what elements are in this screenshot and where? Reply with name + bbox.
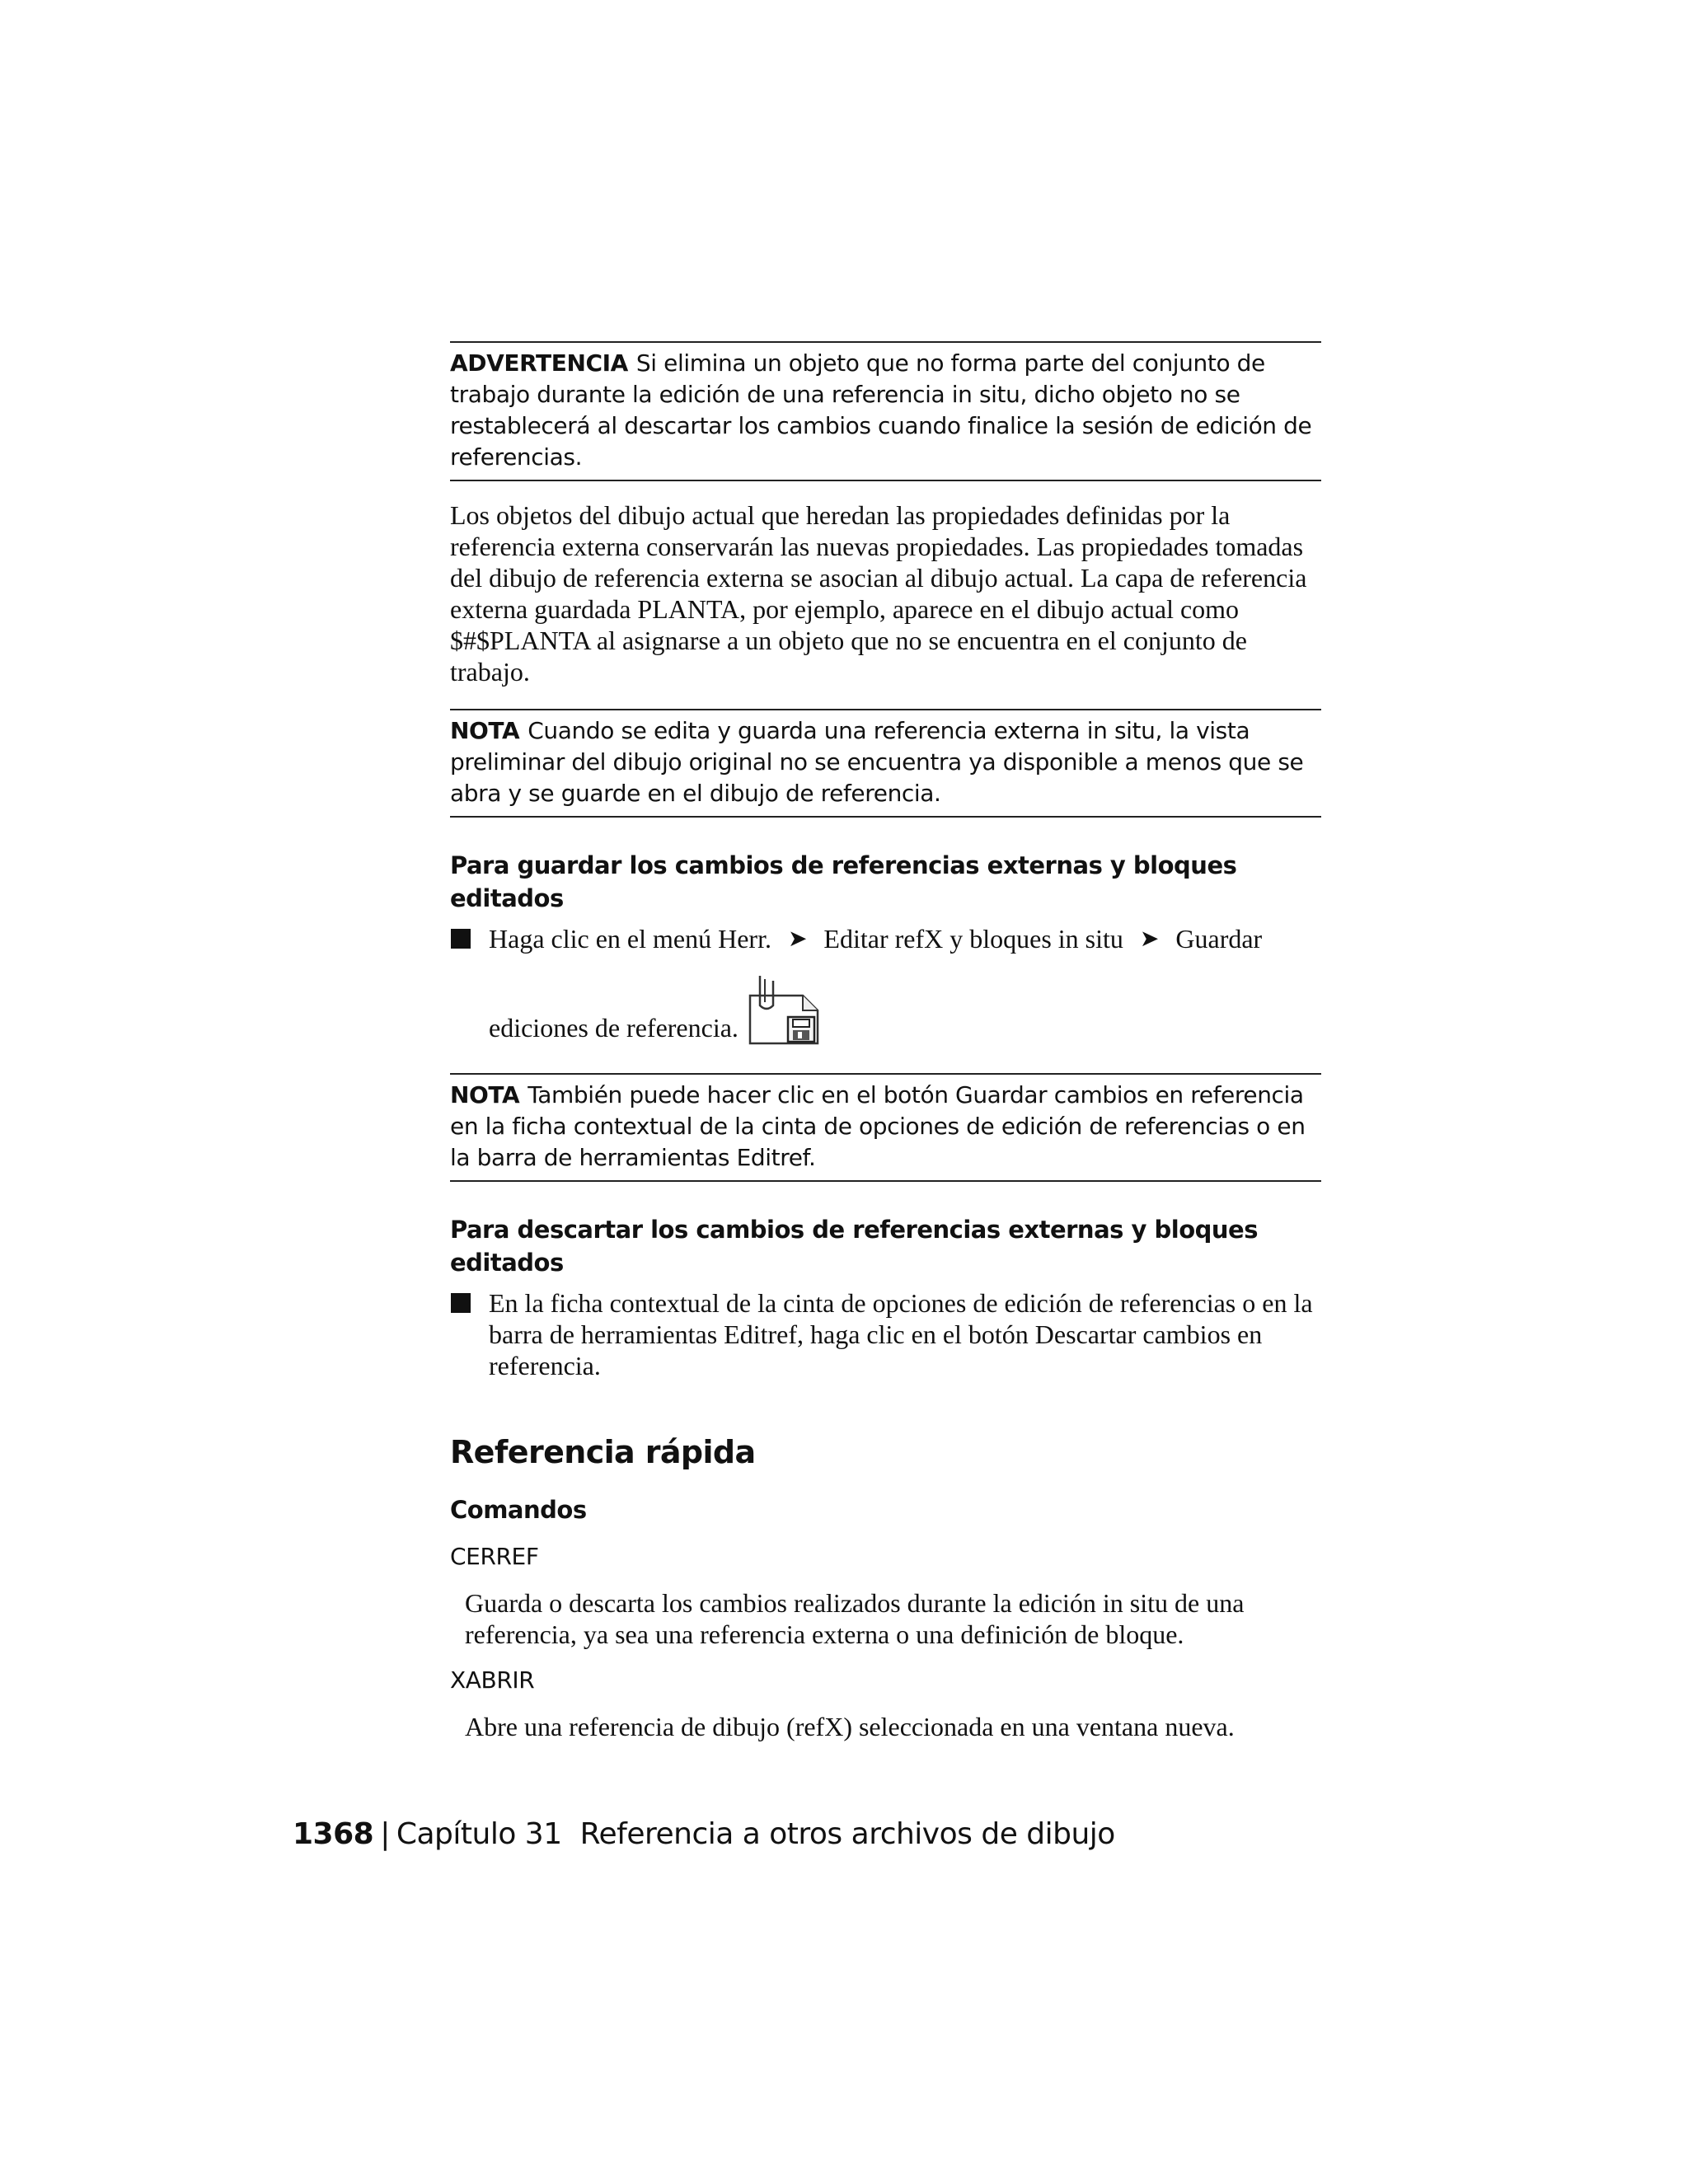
command-desc-xabrir: Abre una referencia de dibujo (refX) seleccionada en una ventana nueva. xyxy=(465,1712,1235,1741)
note-label-2: NOTA xyxy=(450,1081,520,1108)
arrow-right-icon: ➤ xyxy=(787,925,808,952)
page-footer xyxy=(293,1816,1115,1853)
warning-text: Si elimina un objeto que no forma parte del conjunto de trabajo durante la edición de una referencia in situ, dicho objeto no se restablecerá al descartar los cambios cuando finalice la sesión de edición de referencias. xyxy=(450,349,1312,471)
note-text-2: También puede hacer clic en el botón Guardar cambios en referencia en la ficha contextual de la cinta de opciones de edición de referencias o en la barra de herramientas Editref. xyxy=(450,1081,1306,1171)
page-content xyxy=(450,341,1321,1757)
procedure-discard-text: En la ficha contextual de la cinta de opciones de edición de referencias o en la barra de herramientas Editref, haga clic en el botón Descartar cambios en referencia. xyxy=(489,1288,1313,1380)
note-label-1: NOTA xyxy=(450,717,520,744)
body-paragraph: Los objetos del dibujo actual que heredan las propiedades definidas por la referencia externa conservarán las nuevas propiedades. Las propiedades tomadas del dibujo de referencia externa se asocian al dibujo actual. La capa de referencia externa guardada PLANTA, por ejemplo, aparece en el dibujo actual como $#$PLANTA al asignarse a un objeto que no se encuentra en el conjunto de trabajo. xyxy=(450,500,1307,687)
note-box-1 xyxy=(450,709,1321,818)
procedure-save-heading: Para guardar los cambios de referencias externas y bloques editados xyxy=(450,851,1237,912)
menu-path-guardar-cont: ediciones de referencia. xyxy=(489,1013,738,1043)
quick-reference-heading: Referencia rápida xyxy=(450,1434,756,1470)
menu-path-editar-refx: Editar refX y bloques in situ xyxy=(823,924,1123,954)
footer-chapter-title: Referencia a otros archivos de dibujo xyxy=(579,1817,1115,1851)
procedure-discard-step xyxy=(450,1287,1321,1381)
bullet-square-icon xyxy=(451,1293,471,1313)
save-reference-edits-icon xyxy=(747,974,821,1045)
menu-path-herr: Haga clic en el menú Herr. xyxy=(489,924,771,954)
procedure-discard-heading: Para descartar los cambios de referencias externas y bloques editados xyxy=(450,1216,1258,1277)
arrow-right-icon: ➤ xyxy=(1139,925,1160,952)
page-number: 1368 xyxy=(293,1817,374,1851)
command-name-cerref: CERREF xyxy=(450,1543,539,1570)
command-desc-cerref: Guarda o descarta los cambios realizados durante la edición in situ de una referencia, ya sea una referencia externa o una definición de bloque. xyxy=(465,1588,1245,1649)
note-box-2 xyxy=(450,1073,1321,1182)
command-name-xabrir: XABRIR xyxy=(450,1666,535,1694)
note-text-1: Cuando se edita y guarda una referencia externa in situ, la vista preliminar del dibujo original no se encuentra ya disponible a menos que se abra y se guarde en el dibujo de referencia. xyxy=(450,717,1304,807)
footer-chapter: Capítulo 31 xyxy=(396,1817,562,1851)
commands-heading: Comandos xyxy=(450,1496,587,1524)
warning-box xyxy=(450,341,1321,481)
bullet-square-icon xyxy=(451,929,471,949)
menu-path-guardar: Guardar xyxy=(1175,924,1263,954)
footer-separator: | xyxy=(380,1817,390,1851)
procedure-save-step xyxy=(450,923,1321,1043)
warning-label: ADVERTENCIA xyxy=(450,349,628,377)
